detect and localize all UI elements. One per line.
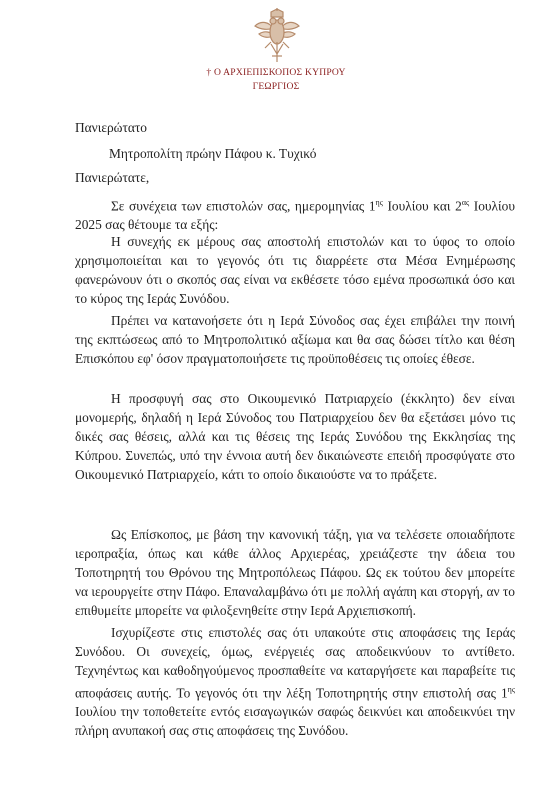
intro-text-2: Ιουλίου και 2 bbox=[382, 198, 462, 214]
header-title: † Ο ΑΡΧΙΕΠΙΣΚΟΠΟΣ ΚΥΠΡΟΥ bbox=[206, 67, 346, 78]
paragraph-3: Η προσφυγή σας στο Οικουμενικό Πατριαρχείο (έκκλητο) δεν είναι μονομερής, δηλαδή η Ιερά Σύνοδος του Πατριαρχείου δεν θα εξετάσει μόνο τις δικές σας θέσεις, αλλά και τις θέσεις της Ιεράς Συνόδου της Εκκλησίας της Κύπρου. Συνεπώς, υπό την έννοια αυτή δεν δικαιώνεστε επειδή προσφύγατε στο Οικουμενικό Πατριαρχείο, κάτι το οποίο δικαιούστε να το πράξετε. bbox=[75, 391, 515, 482]
recipient-name: Μητροπολίτη πρώην Πάφου κ. Τυχικό bbox=[109, 146, 317, 161]
paragraph-4: Ως Επίσκοπος, με βάση την κανονική τάξη, για να τελέσετε οποιαδήποτε ιεροπραξία, όπως και κάθε άλλος Αρχιερέας, χρειάζεστε την άδεια του Τοποτηρητή του Θρόνου της Μητροπόλεως Πάφου. Ως εκ τούτου δεν μπορείτε να ιερουργείτε στην Πάφο. Επαναλαμβάνω ότι με πολλή αγάπη και στοργή, αν το επιθυμείτε μπορείτε να φιλοξενηθείτε στην Ιερά Αρχιεπισκοπή. bbox=[75, 527, 515, 618]
archbishop-crest-icon bbox=[251, 8, 303, 64]
intro-text-1: Σε συνέχεια των επιστολών σας, ημερομηνίας 1 bbox=[111, 198, 376, 214]
intro-paragraph bbox=[75, 193, 515, 234]
intro-sup-1: ης bbox=[375, 198, 383, 207]
header-name: ΓΕΩΡΓΙΟΣ bbox=[252, 81, 300, 92]
salutation: Πανιερώτατε, bbox=[75, 170, 150, 185]
paragraph-1: Η συνεχής εκ μέρους σας αποστολή επιστολών και το ύφος το οποίο χρησιμοποιείται και το γεγονός ότι τις διαρρέετε στα Μέσα Ενημέρωσης φανερώνουν ότι ο σκοπός σας είναι να εκθέσετε τόσο εμένα προσωπικά όσο και το κύρος της Ιεράς Συνόδου. bbox=[75, 234, 515, 306]
paragraph-5-sup: ης bbox=[507, 685, 515, 694]
paragraph-2: Πρέπει να κατανοήσετε ότι η Ιερά Σύνοδος σας έχει επιβάλει την ποινή της εκπτώσεως από το Μητροπολιτικό αξίωμα και θα σας δώσει τίτλο και θέση Επισκόπου εφ' όσον πραγματοποιήσετε τις προϋποθέσεις τις οποίες έθεσε. bbox=[75, 313, 515, 366]
paragraph-5-text-1: Ισχυρίζεστε στις επιστολές σας ότι υπακούτε στις αποφάσεις της Ιεράς Συνόδου. Οι συνεχείς, όμως, ενέργειές σας αποδεικνύουν το αντίθετο. Τεχνηέντως και καθοδηγούμενος προσπαθείτε να καταργήσετε και παραβείτε τις αποφάσεις αυτής. Το γεγονός ότι την λέξη Τοποτηρητής στην επιστολή σας 1 bbox=[75, 625, 515, 701]
paragraph-5 bbox=[75, 623, 515, 740]
intro-text-3: Ιουλίου 2025 σας θέτουμε τα εξής: bbox=[75, 198, 515, 233]
intro-sup-2: ας bbox=[461, 198, 470, 207]
paragraph-5-text-2: Ιουλίου την τοποθετείτε εντός εισαγωγικών σαφώς δεικνύει και αποδεικνύει την πλήρη ανυπακοή σας στις αποφάσεις της Συνόδου. bbox=[75, 704, 515, 739]
recipient-title: Πανιερώτατο bbox=[75, 120, 147, 135]
